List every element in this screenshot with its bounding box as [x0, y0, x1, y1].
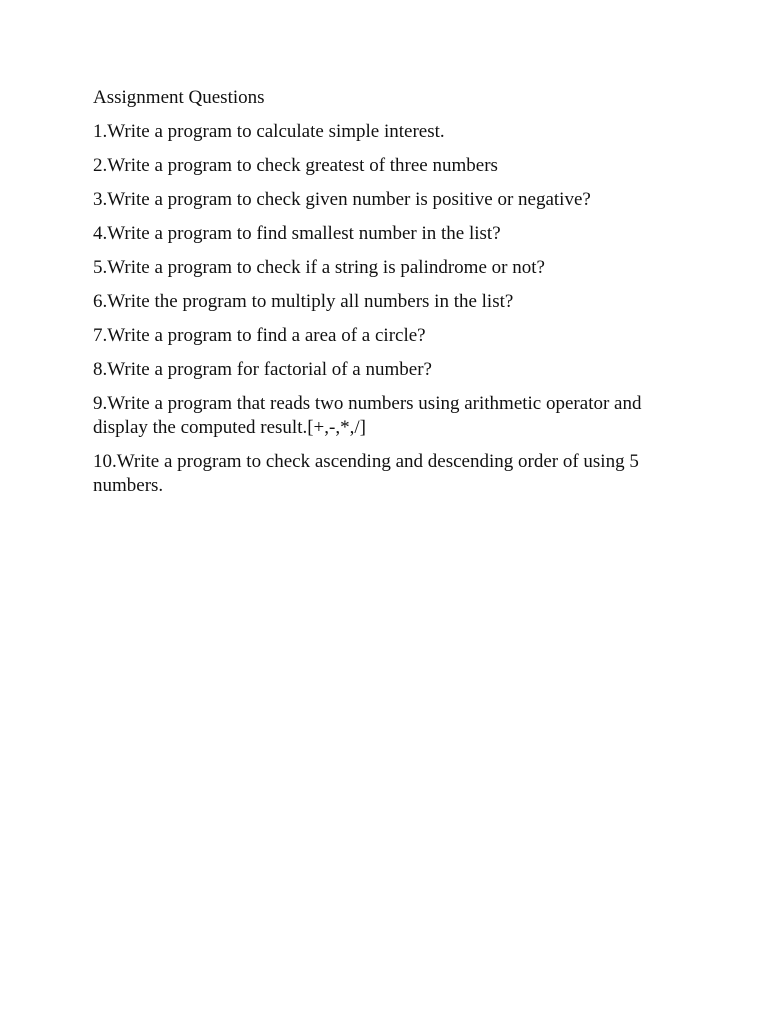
question-5: 5.Write a program to check if a string is palindrome or not?	[93, 257, 545, 278]
question-7: 7.Write a program to find a area of a circle?	[93, 325, 426, 346]
document-title: Assignment Questions	[93, 87, 265, 108]
question-4: 4.Write a program to find smallest number in the list?	[93, 223, 501, 244]
question-2: 2.Write a program to check greatest of three numbers	[93, 155, 498, 176]
question-8: 8.Write a program for factorial of a number?	[93, 359, 432, 380]
question-3: 3.Write a program to check given number is positive or negative?	[93, 189, 591, 210]
question-9: 9.Write a program that reads two numbers using arithmetic operator and display the computed result.[+,-,*,/]	[93, 393, 642, 438]
question-1: 1.Write a program to calculate simple interest.	[93, 121, 445, 142]
question-6: 6.Write the program to multiply all numbers in the list?	[93, 291, 514, 312]
document-body	[93, 86, 693, 508]
question-10: 10.Write a program to check ascending and descending order of using 5 numbers.	[93, 451, 639, 496]
